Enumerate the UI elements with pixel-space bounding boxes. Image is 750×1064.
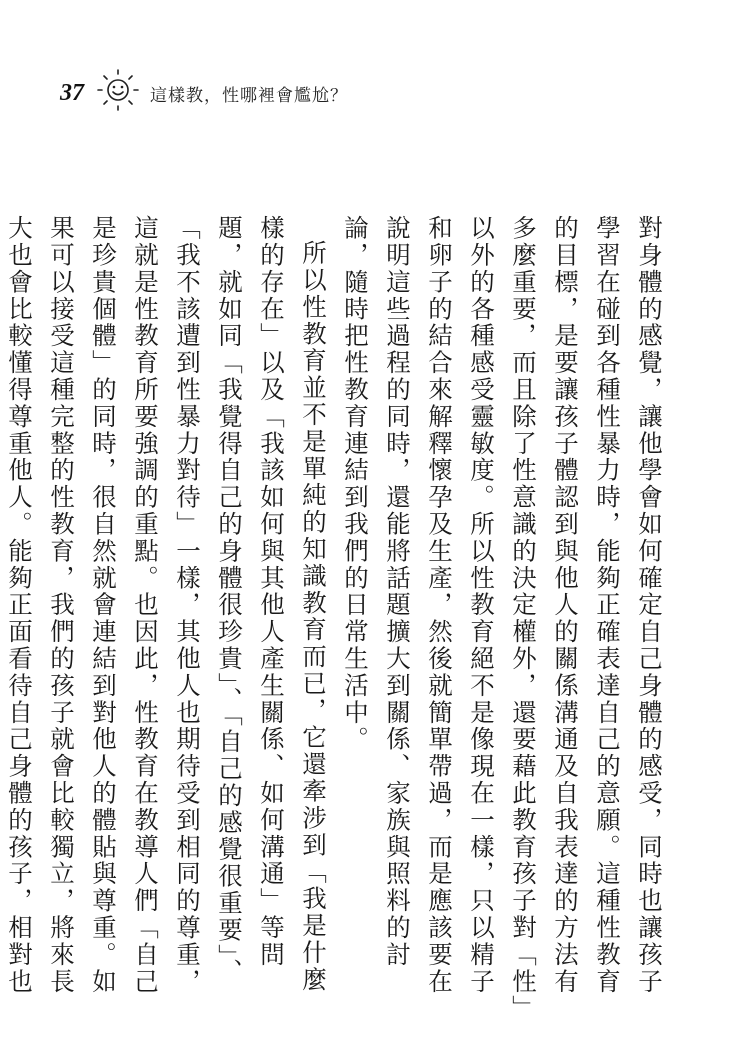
- running-header: [60, 60, 348, 116]
- body-text: [5, 215, 670, 1015]
- smiling-sun-icon: [90, 60, 146, 116]
- paragraph: 所以性教育並不是單純的知識教育而已，它還牽涉到「我是什麼樣的存在」以及「我該如何與其他人產生關係、如何溝通」等問題，就如同「我覺得自己的身體很珍貴」、「自己的感覺很重要」、「我不該遭到性暴力對待」一樣，其他人也期待受到相同的尊重，這就是性教育所要強調的重點。也因此，性教育在教導人們「自己是珍貴個體」的同時，很自然就會連結到對他人的體貼與尊重。如果可以接受這種完整的性教育，我們的孩子就會比較獨立，將來長大也會比較懂得尊重他人。能夠正面看待自己身體的孩子，相對也: [5, 215, 328, 996]
- running-title: 這樣教，性哪裡會尷尬？: [150, 85, 348, 106]
- paragraph: 對身體的感覺，讓他學會如何確定自己身體的感受，同時也讓孩子學習在碰到各種性暴力時，能夠正確表達自己的意願。這種性教育的目標，是要讓孩子體認到與他人的關係溝通及自我表達的方法有多麼重要，而且除了性意識的決定權外，還要藉此教育孩子對「性」以外的各種感受靈敏度。所以性教育絕不是像現在一樣，只以精子和卵子的結合來解釋懷孕及生產，然後就簡單帶過，而是應該要在說明這些過程的同時，還能將話題擴大到關係、家族與照料的討論，隨時把性教育連結到我們的日常生活中。: [341, 215, 664, 1010]
- page-number: 37: [60, 79, 84, 106]
